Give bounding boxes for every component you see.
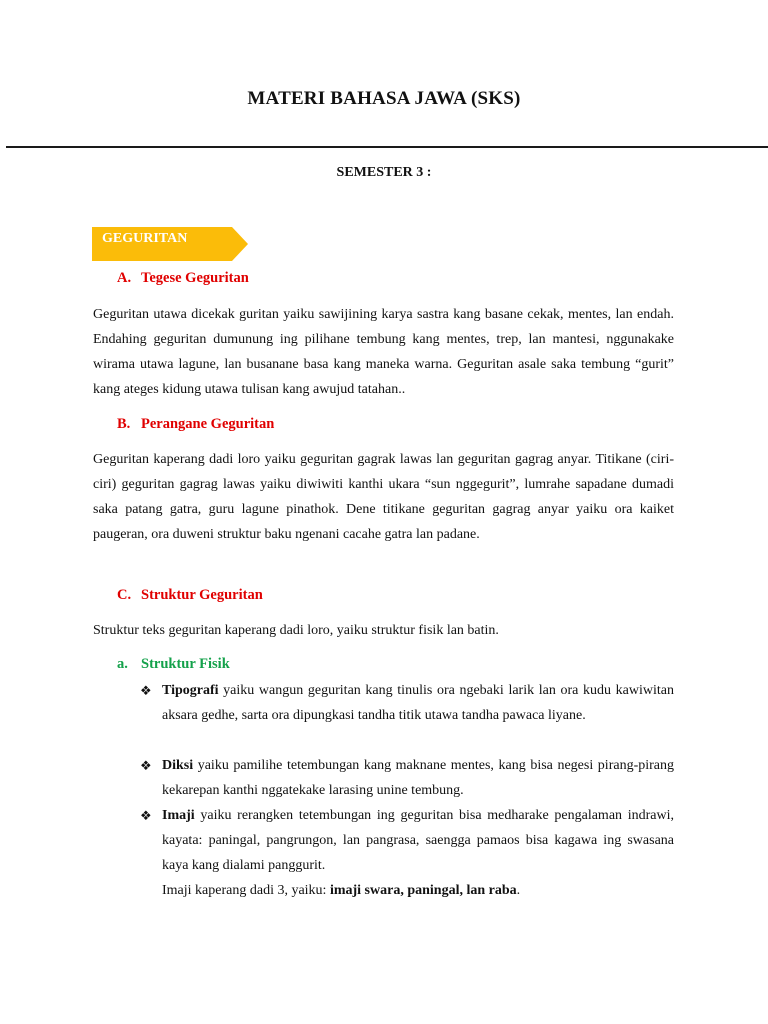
subsection-a-letter: a.: [117, 656, 128, 672]
semester-label: SEMESTER 3 :: [336, 165, 432, 180]
section-a-title: Tegese Geguritan: [141, 270, 249, 286]
section-b-title: Perangane Geguritan: [141, 416, 275, 432]
bullet-term: Imaji: [162, 808, 195, 823]
section-b-heading: [117, 416, 274, 433]
section-c-letter: C.: [117, 587, 132, 603]
bullet-term: Diksi: [162, 758, 194, 773]
imaji-note-suffix: .: [516, 883, 521, 898]
bullet-item-tipografi: [140, 678, 674, 728]
bullet-description: yaiku wangun geguritan kang tinulis ora ngebaki larik lan ora kudu kawiwitan aksara gedhe, sarta ora dipungkasi tandha titik utawa tandha pawaca liyane.: [162, 683, 674, 723]
section-c-title: Struktur Geguritan: [141, 587, 263, 603]
diamond-bullet-icon: ❖: [140, 758, 152, 773]
section-banner: [92, 227, 248, 261]
bullet-term: Tipografi: [162, 683, 219, 698]
diamond-bullet-icon: ❖: [140, 808, 152, 823]
section-b-letter: B.: [117, 416, 131, 432]
bullet-description: yaiku pamilihe tetembungan kang maknane mentes, kang bisa negesi pirang-pirang kekarepan kanthi nggatekake larasing unine tembung.: [162, 758, 674, 798]
section-a-paragraph: Geguritan utawa dicekak guritan yaiku sawijining karya sastra kang basane cekak, mentes, lan endah. Endahing geguritan dumunung ing pilihane tembung kang mentes, trep, lan mantesi, nggunakake wirama utawa lagune, lan busanane basa kang maneka warna. Geguritan asale saka tembung “gurit” kang ateges kidung utawa tulisan kang awujud tatahan..: [93, 307, 674, 397]
section-a-heading: [117, 270, 249, 287]
banner-label: GEGURITAN: [102, 231, 188, 246]
section-c-paragraph: Struktur teks geguritan kaperang dadi loro, yaiku struktur fisik lan batin.: [93, 623, 499, 638]
subsection-a-heading: [117, 656, 230, 673]
bullet-description: yaiku rerangken tetembungan ing geguritan bisa medharake pengalaman indrawi, kayata: paningal, pangrungon, lan pangrasa, saengga pamaos bisa kagawa ing swasana kaya kang dialami panggurit.: [162, 808, 674, 873]
imaji-note: [162, 878, 674, 903]
imaji-note-prefix: Imaji kaperang dadi 3, yaiku:: [162, 883, 330, 898]
section-b-paragraph: Geguritan kaperang dadi loro yaiku geguritan gagrak lawas lan geguritan gagrag anyar. Titikane (ciri-ciri) geguritan gagrag lawas yaiku diwiwiti kanthi ukara “sun nggegurit”, lumrahe sapadane dumadi saka patang gatra, guru lagune pinathok. Dene titikane geguritan gagrag anyar yaiku ora kaiket paugeran, ora duweni struktur baku ngenani cacahe gatra lan padane.: [93, 452, 674, 542]
section-c-heading: [117, 587, 263, 604]
diamond-bullet-icon: ❖: [140, 683, 152, 698]
imaji-note-types: imaji swara, paningal, lan raba: [329, 883, 517, 898]
bullet-item-diksi: [140, 753, 674, 803]
page-title: MATERI BAHASA JAWA (SKS): [247, 88, 521, 109]
section-a-letter: A.: [117, 270, 132, 286]
title-divider: [6, 146, 768, 148]
bullet-item-imaji: [140, 803, 674, 903]
subsection-a-title: Struktur Fisik: [141, 656, 230, 672]
